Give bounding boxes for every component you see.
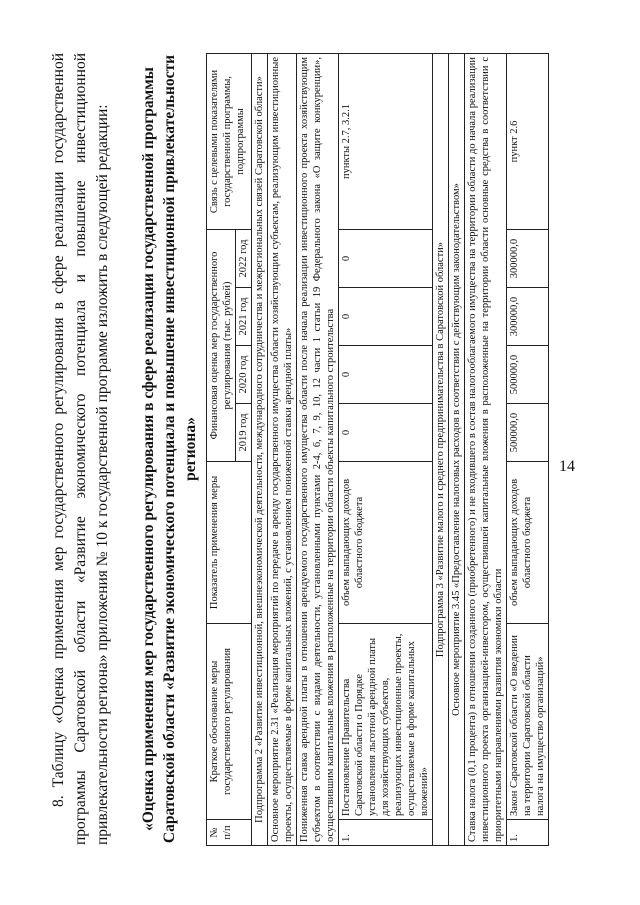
row-value: 0: [339, 404, 433, 462]
row-justification: Постановление Правительства Саратовской области о Порядке установления льготной арендной платы для хозяйствующих субъектов, реализующих инвестиционные проекты, осуществляемые в форме капитальных вложений»: [339, 624, 433, 820]
measure-345-label: Основное мероприятие 3.45 «Предоставление налоговых расходов в соответствии с действующим законодательством»: [449, 53, 465, 845]
intro-text: 8. Таблицу «Оценка применения мер государственного регулирования в сфере реализации государственной программы Саратовской области «Развитие экономического потенциала и повышение инвестиционной привлекательности региона» приложения № 10 к государственной программе изложить в следующей редакции:: [50, 53, 111, 845]
row-value: 500000,0: [507, 346, 549, 404]
intro-paragraph: [48, 53, 114, 845]
measure-231-description: Пониженная ставка арендной платы в отношении арендуемого государственного имущества области после начала реализации инвестиционного проекта хозяйствующим субъектом в соответствии с видами деятельности, установленными пунктами 2-4, 6, 7, 9, 10, 12 части 1 статьи 19 Федерального закона «О защите конкуренции», осуществившим капитальные вложения в расположенные на территории области объекты капитального строительства: [297, 53, 339, 845]
row-value: 300000,0: [507, 288, 549, 346]
header-justification: Краткое обоснование меры государственного регулирования: [207, 624, 252, 820]
row-value: 0: [339, 229, 433, 287]
row-indicator: объем выпадающих доходов областного бюджета: [339, 462, 433, 624]
regulation-table: [206, 53, 549, 846]
measure-345-desc-row: [465, 53, 507, 845]
row-value: 300000,0: [507, 229, 549, 287]
row-value: 0: [339, 288, 433, 346]
measure-345-row: [449, 53, 465, 845]
header-finance: Финансовая оценка мер государственного регулирования (тыс. рублей): [207, 229, 236, 461]
header-year: 2019 год: [236, 404, 252, 462]
header-link: Связь с целевыми показателями государственной программы, подпрограммы: [207, 53, 252, 229]
measure-231-label: Основное мероприятие 2.31 «Реализация мероприятий по передаче в аренду государственного имущества области хозяйствующим субъектам, реализующим инвестиционные проекты, осуществляемые в форме капитальных вложений, с установлением пониженной ставки арендной платы»: [268, 53, 297, 845]
row-justification: Закон Саратовской области «О введении на территории Саратовской области налога на имущество организаций»: [507, 624, 549, 820]
row-link: пункты 2.7, 3.2.1: [339, 53, 433, 229]
header-indicator: Показатель применения меры: [207, 462, 252, 624]
subprogram-2-label: Подпрограмма 2 «Развитие инвестиционной, внешнеэкономической деятельности, международного сотрудничества и межрегиональных связей Саратовской области»: [252, 53, 268, 845]
table-row: [507, 53, 549, 845]
table-row: [339, 53, 433, 845]
row-num: 1.: [507, 820, 549, 846]
subprogram-2-row: [252, 53, 268, 845]
page-number: 14: [559, 458, 575, 475]
row-value: 0: [339, 346, 433, 404]
row-value: 500000,0: [507, 404, 549, 462]
row-indicator: объем выпадающих доходов областного бюджета: [507, 462, 549, 624]
measure-231-desc-row: [297, 53, 339, 845]
header-num: № п/п: [207, 820, 252, 846]
header-year: 2021 год: [236, 288, 252, 346]
row-link: пункт 2.6: [507, 53, 549, 229]
subprogram-3-row: [433, 53, 449, 845]
row-num: 1.: [339, 820, 433, 846]
measure-231-row: [268, 53, 297, 845]
measure-345-description: Ставка налога (0,1 процента) в отношении созданного (приобретенного) и не входившего в состав налогооблагаемого имущества на территории области до начала реализации инвестиционного проекта организацией-инвестором, осуществившей капитальные вложения в расположенные на территории области основные средства в соответствии с приоритетными направлениями развития экономики области: [465, 53, 507, 845]
table-title: «Оценка применения мер государственного регулирования в сфере реализации государственной программы Саратовской области «Развитие экономического потенциала и повышение инвестиционной привлекательности региона»: [140, 54, 199, 844]
subprogram-3-label: Подпрограмма 3 «Развитие малого и среднего предпринимательства в Саратовской области»: [433, 53, 449, 845]
table-header-row-1: [207, 53, 236, 845]
header-year: 2020 год: [236, 346, 252, 404]
header-year: 2022 год: [236, 229, 252, 287]
